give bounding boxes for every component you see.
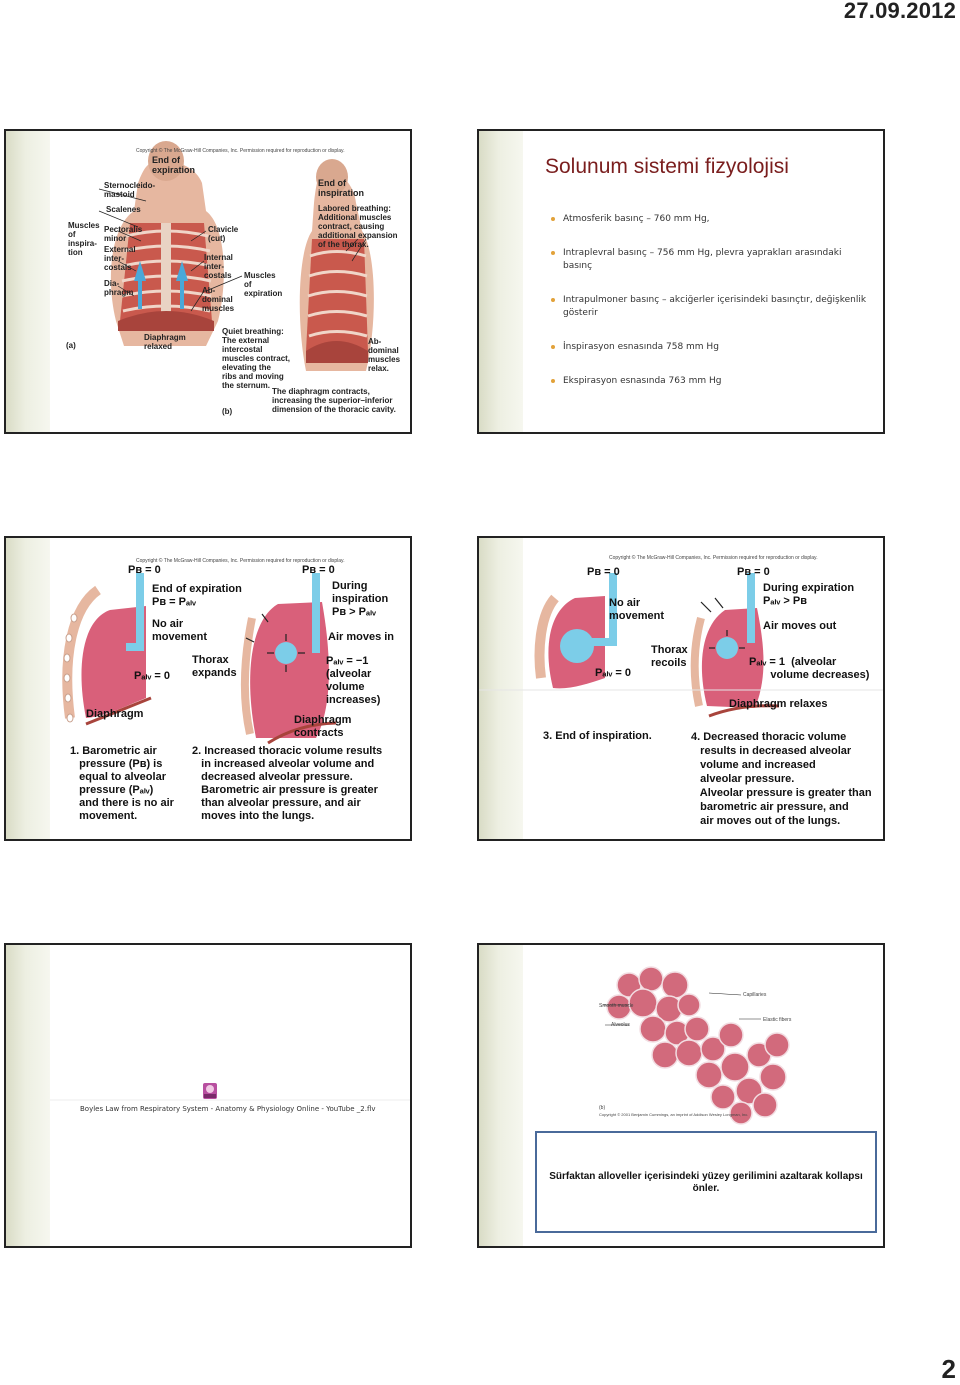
copyright-notice: Copyright © The McGraw-Hill Companies, Inc. Permission required for reproduction or display. bbox=[609, 555, 818, 561]
label-internal-intercostals: Internal inter- costals bbox=[204, 253, 233, 280]
label-panel-b: (b) bbox=[222, 407, 233, 416]
slide-video bbox=[4, 943, 412, 1248]
label-diaphragm: Dia- phragm bbox=[104, 279, 134, 297]
label-alveolus: Alveolus bbox=[611, 1022, 630, 1028]
label-during-inspiration: During inspiration Pʙ > Pₐₗᵥ bbox=[332, 580, 389, 618]
video-link[interactable]: Boyles Law from Respiratory System - Anatomy & Physiology Online - YouTube _2.flv bbox=[80, 1105, 376, 1113]
label-pb-zero: Pʙ = 0 bbox=[737, 566, 770, 578]
slide-respiratory-muscles bbox=[4, 129, 412, 434]
label-pb-zero: Pʙ = 0 bbox=[302, 564, 335, 576]
label-panel-b: (b) bbox=[599, 1105, 606, 1111]
label-diaphragm-contracts: The diaphragm contracts, increasing the superior–inferior dimension of the thoracic cavity. bbox=[272, 387, 396, 414]
slide-solunum-fizyolojisi bbox=[477, 129, 885, 434]
label-diaphragm-relaxed: Diaphragm relaxed bbox=[144, 333, 186, 351]
bullet-list bbox=[563, 213, 869, 409]
step-3-text: 3. End of inspiration. bbox=[543, 730, 652, 742]
label-during-expiration: During expiration Pₐₗᵥ > Pʙ bbox=[763, 582, 855, 607]
label-pb-zero: Pʙ = 0 bbox=[128, 564, 161, 576]
surfactant-textbox bbox=[535, 1131, 877, 1233]
label-thorax-expands: Thorax expands bbox=[192, 654, 237, 679]
label-labored-breathing: Labored breathing: Additional muscles contract, causing additional expansion of the thorax. bbox=[318, 204, 398, 249]
slide-title: Solunum sistemi fizyolojisi bbox=[545, 155, 789, 178]
label-end-of-expiration: End of expiration bbox=[152, 155, 196, 175]
slide-inspiration-diagram bbox=[4, 536, 412, 841]
label-palv-zero: Pₐₗᵥ = 0 bbox=[595, 667, 631, 679]
label-palv-minus-one: Pₐₗᵥ = −1 (alveolar volume increases) bbox=[326, 655, 381, 706]
label-muscles-of-expiration: Muscles of expiration bbox=[244, 271, 283, 298]
label-capillaries: Capillaries bbox=[743, 992, 767, 998]
label-muscles-of-inspiration: Muscles of inspira- tion bbox=[68, 221, 100, 257]
label-external-intercostals: External inter- costals bbox=[104, 245, 136, 272]
video-guide-line bbox=[6, 945, 410, 1246]
label-no-air-movement: No air movement bbox=[609, 597, 665, 622]
label-quiet-breathing: Quiet breathing: The external intercostal muscles contract, elevating the ribs and moving the sternum. bbox=[222, 327, 291, 390]
bullet-item: Intrapulmoner basınç – akciğerler içerisindeki basınçtır, değişkenlik gösterir bbox=[563, 294, 869, 320]
bullet-item: İnspirasyon esnasında 758 mm Hg bbox=[563, 341, 869, 354]
step-1-text: 1. Barometric air pressure (Pʙ) is equal to alveolar pressure (Pₐₗᵥ) and there is no air movement. bbox=[70, 745, 174, 822]
bullet-item: Ekspirasyon esnasında 763 mm Hg bbox=[563, 375, 869, 388]
label-pectoralis-minor: Pectoralis minor bbox=[104, 225, 143, 243]
slide-alveoli bbox=[477, 943, 885, 1248]
surfactant-text: Sürfaktan alloveller içerisindeki yüzey gerilimini azaltarak kollapsı önler. bbox=[549, 1171, 863, 1194]
label-abdominal-relax: Ab- dominal muscles relax. bbox=[368, 337, 401, 373]
label-palv-zero: Pₐₗᵥ = 0 bbox=[134, 670, 170, 682]
label-air-moves-in: Air moves in bbox=[328, 631, 395, 643]
label-panel-a: (a) bbox=[66, 341, 76, 350]
header-date: 27.09.2012 bbox=[843, 0, 956, 23]
bullet-item: Intraplevral basınç – 756 mm Hg, plevra yaprakları arasındaki basınç bbox=[563, 247, 869, 273]
page-number: 2 bbox=[941, 1354, 956, 1384]
label-end-of-expiration: End of expiration Pʙ = Pₐₗᵥ bbox=[152, 583, 242, 608]
bullet-item: Atmosferik basınç – 760 mm Hg, bbox=[563, 213, 869, 226]
step-2-text: 2. Increased thoracic volume results in increased alveolar volume and decreased alveolar pressure. Barometric air pressure is greater than alveolar pressure, and air moves into the lungs. bbox=[192, 745, 383, 822]
slide-expiration-diagram bbox=[477, 536, 885, 841]
label-smooth-muscle: Smooth muscle bbox=[599, 1003, 634, 1009]
label-scalenes: Scalenes bbox=[106, 205, 141, 214]
label-clavicle: Clavicle (cut) bbox=[208, 225, 239, 243]
step-4-text: 4. Decreased thoracic volume results in decreased alveolar volume and increased alveolar pressure. Alveolar pressure is greater than barometric air pressure, and air moves out of the lungs. bbox=[691, 731, 872, 827]
label-elastic-fibers: Elastic fibers bbox=[763, 1017, 792, 1023]
label-diaphragm-relaxes: Diaphragm relaxes bbox=[729, 698, 828, 710]
slide-stripe bbox=[479, 131, 523, 432]
label-air-moves-out: Air moves out bbox=[763, 620, 837, 632]
label-abdominal-muscles: Ab- dominal muscles bbox=[202, 286, 235, 313]
label-pb-zero: Pʙ = 0 bbox=[587, 566, 620, 578]
label-no-air-movement: No air movement bbox=[152, 618, 208, 643]
copyright-notice: Copyright © The McGraw-Hill Companies, Inc. Permission required for reproduction or display. bbox=[136, 148, 345, 154]
label-end-of-inspiration: End of inspiration bbox=[318, 178, 365, 198]
copyright-notice: Copyright © The McGraw-Hill Companies, Inc. Permission required for reproduction or display. bbox=[136, 558, 345, 564]
label-palv-one: Pₐₗᵥ = 1 (alveolar volume decreases) bbox=[749, 656, 870, 681]
label-diaphragm-contracts: Diaphragm contracts bbox=[294, 714, 352, 739]
copyright-notice: Copyright © 2001 Benjamin Cummings, an imprint of Addison Wesley Longman, Inc. bbox=[599, 1112, 749, 1117]
label-diaphragm: Diaphragm bbox=[86, 708, 144, 720]
label-thorax-recoils: Thorax recoils bbox=[651, 644, 688, 669]
label-sternocleidomastoid: Sternocleido- mastoid bbox=[104, 181, 156, 199]
